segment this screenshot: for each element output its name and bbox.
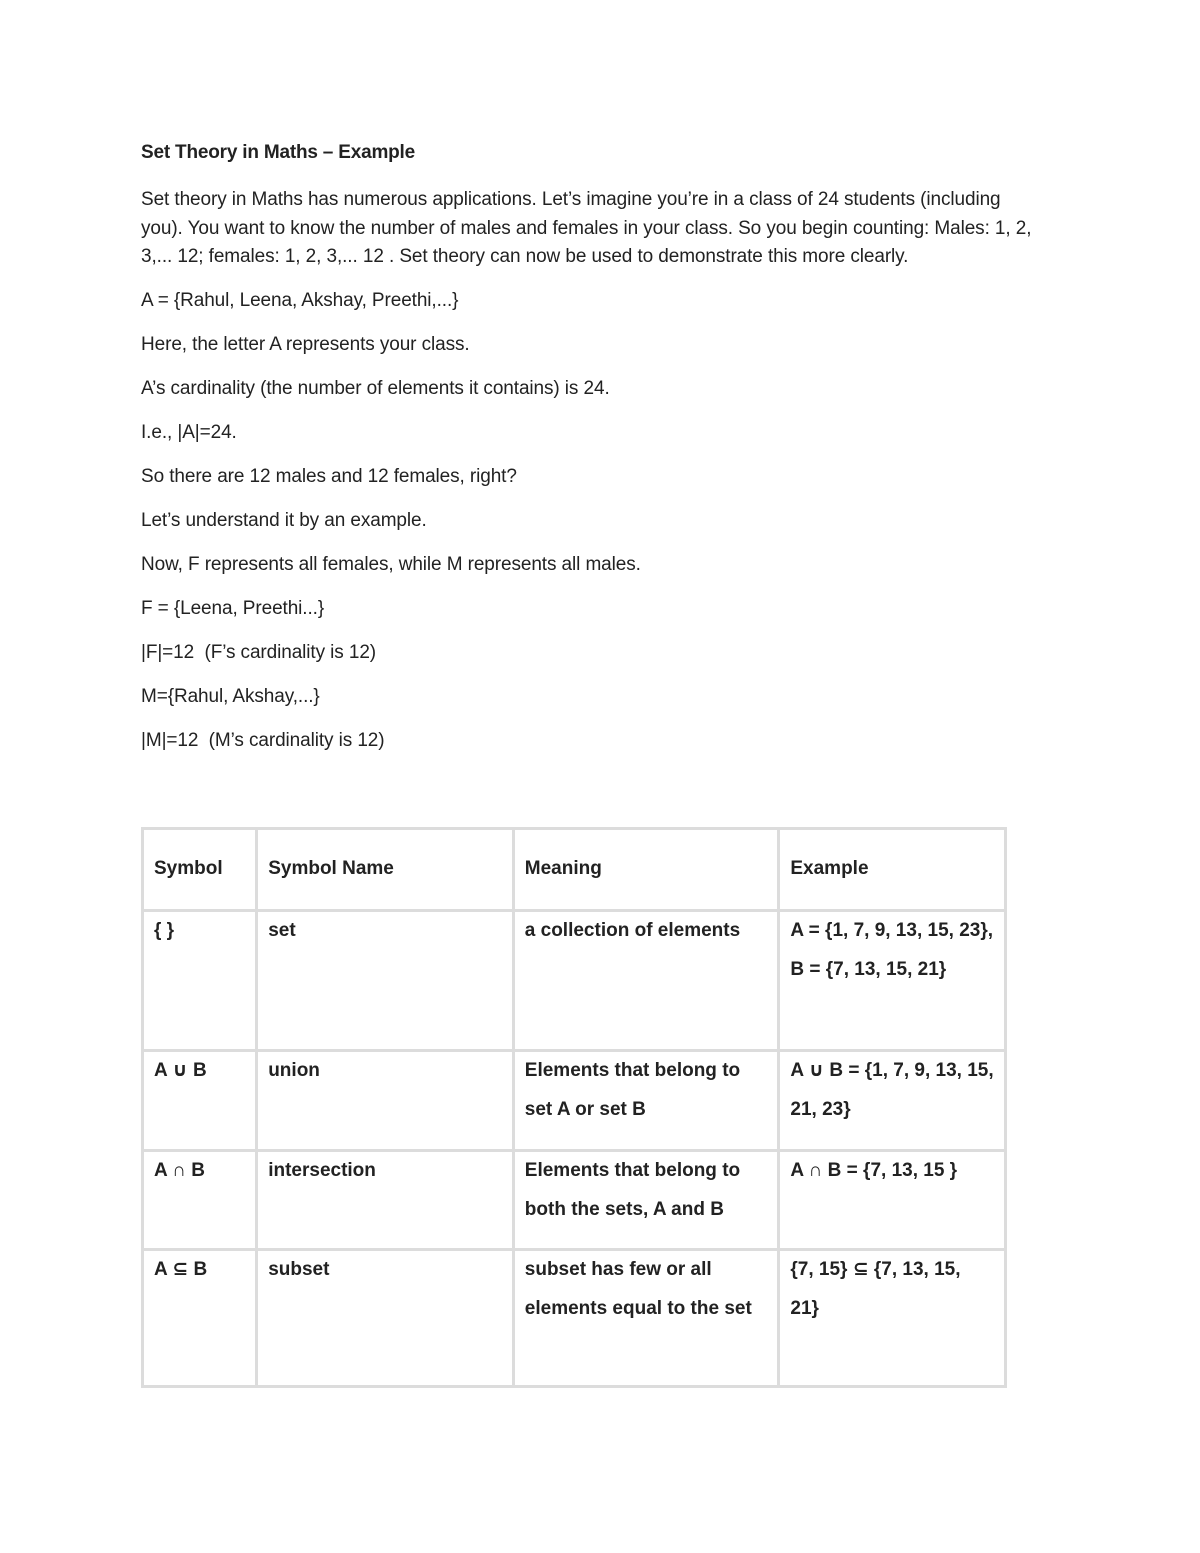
cell-symbol: A ∪ B (143, 1051, 257, 1151)
set-symbols-table (141, 827, 1007, 1388)
example-line: B = {7, 13, 15, 21} (790, 958, 947, 980)
header-symbol-name: Symbol Name (257, 829, 514, 911)
example-line: A = {1, 7, 9, 13, 15, 23}, (790, 920, 994, 941)
table-row (143, 1151, 1006, 1250)
cell-example (779, 1151, 1006, 1250)
text-line: |M|=12 (M’s cardinality is 12) (141, 730, 385, 752)
cell-name: subset (257, 1250, 514, 1387)
example-line: A ∪ B = {1, 7, 9, 13, 15, 21, 23} (790, 1060, 994, 1120)
example-line: {7, 15} ⊆ {7, 13, 15, 21} (790, 1259, 961, 1319)
table-header-row (143, 829, 1006, 911)
table-row (143, 1051, 1006, 1151)
example-line: A ∩ B = {7, 13, 15 } (790, 1160, 958, 1181)
cell-symbol: A ⊆ B (143, 1250, 257, 1387)
cell-example (779, 911, 1006, 1051)
header-example: Example (779, 829, 1006, 911)
cell-symbol: { } (143, 911, 257, 1051)
cell-name: union (257, 1051, 514, 1151)
text-line: I.e., |A|=24. (141, 421, 237, 443)
cell-meaning: Elements that belong to set A or set B (513, 1051, 779, 1151)
text-line: So there are 12 males and 12 females, right? (141, 465, 517, 487)
text-line: Let’s understand it by an example. (141, 509, 427, 531)
cell-meaning: subset has few or all elements equal to the set (513, 1250, 779, 1387)
cell-example (779, 1250, 1006, 1387)
text-line: F = {Leena, Preethi...} (141, 598, 325, 620)
text-line: A’s cardinality (the number of elements it contains) is 24. (141, 377, 610, 399)
cell-name: set (257, 911, 514, 1051)
cell-example (779, 1051, 1006, 1151)
cell-symbol: A ∩ B (143, 1151, 257, 1250)
intro-paragraph: Set theory in Maths has numerous applications. Let’s imagine you’re in a class of 24 students (including you). You want to know the number of males and females in your class. So you begin counting: Males: 1, 2, 3,... 12; females: 1, 2, 3,... 12 . Set theory can now be used to demonstrate this more clearly. (141, 189, 1032, 267)
cell-name: intersection (257, 1151, 514, 1250)
document-title: Set Theory in Maths – Example (141, 142, 416, 163)
text-line: |F|=12 (F’s cardinality is 12) (141, 642, 377, 664)
text-line: A = {Rahul, Leena, Akshay, Preethi,...} (141, 289, 459, 311)
header-meaning: Meaning (513, 829, 779, 911)
text-line: M={Rahul, Akshay,...} (141, 686, 320, 708)
table-row (143, 1250, 1006, 1387)
text-line: Here, the letter A represents your class. (141, 333, 470, 355)
document-body (141, 138, 1041, 772)
table-row (143, 911, 1006, 1051)
text-line: Now, F represents all females, while M represents all males. (141, 554, 641, 576)
cell-meaning: Elements that belong to both the sets, A and B (513, 1151, 779, 1250)
cell-meaning: a collection of elements (513, 911, 779, 1051)
header-symbol: Symbol (143, 829, 257, 911)
